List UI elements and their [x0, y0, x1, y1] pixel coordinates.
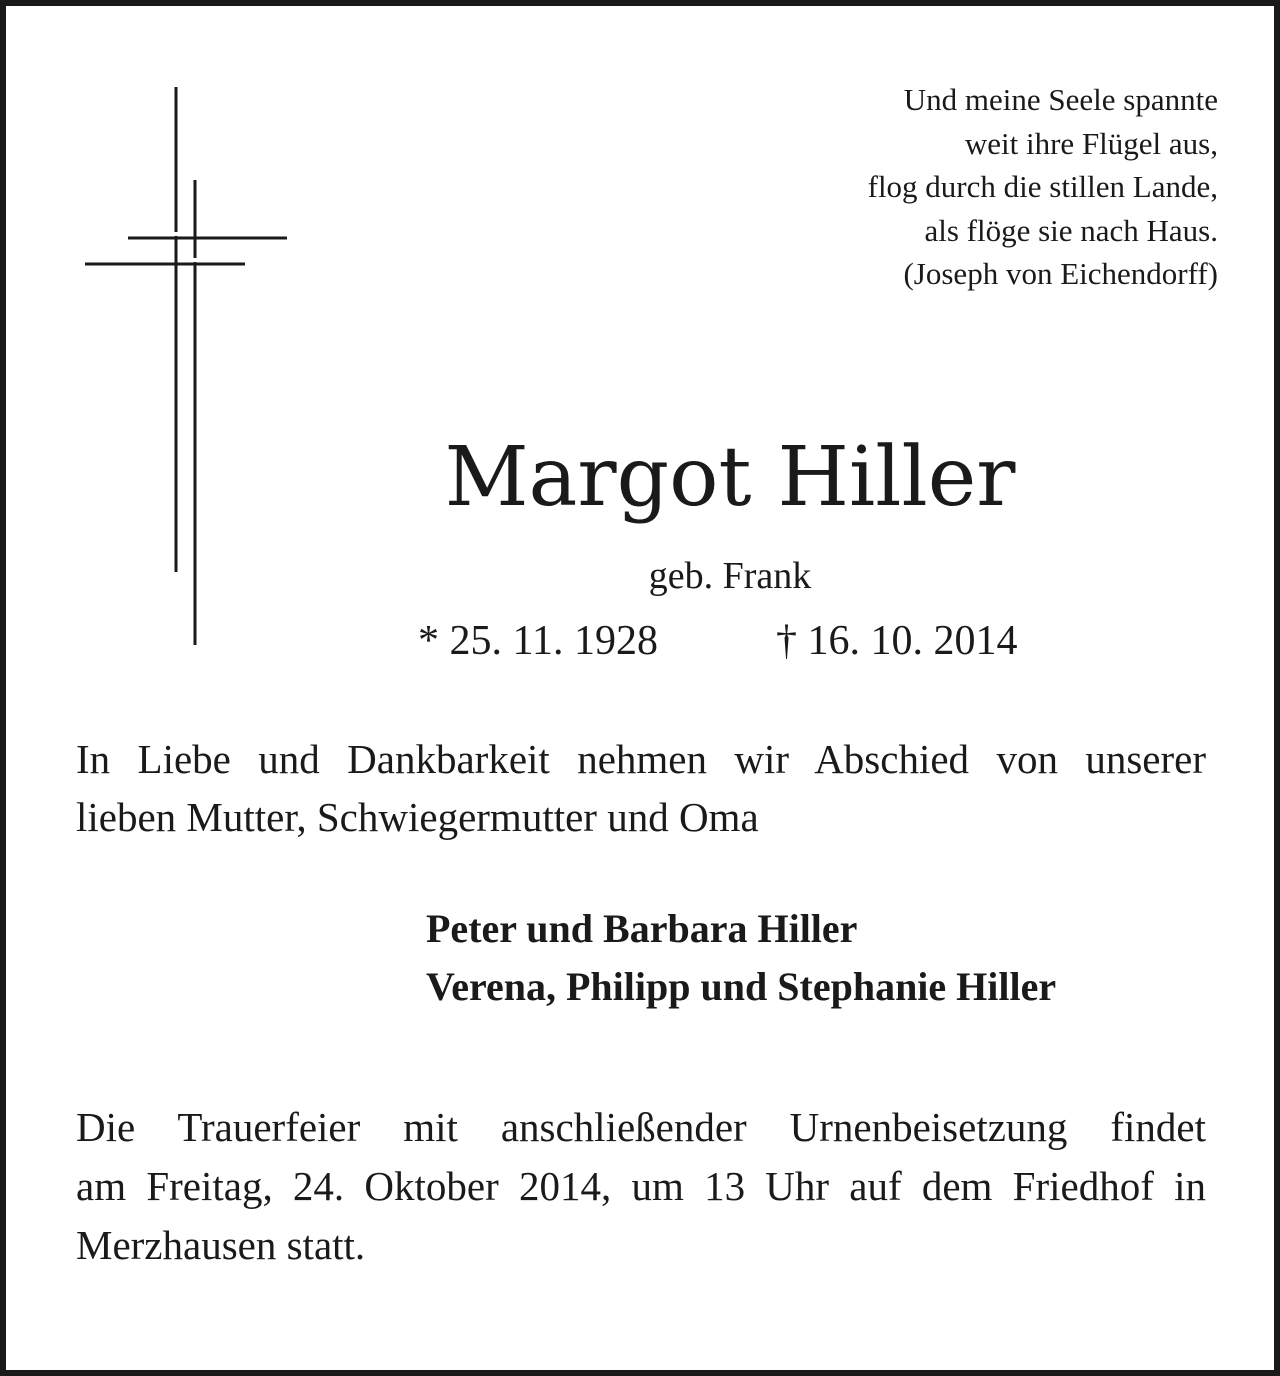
service-line: Merzhausen statt.: [76, 1222, 366, 1268]
mourners-list: [426, 900, 1056, 1016]
mourner-name: Peter und Barbara Hiller: [426, 906, 858, 951]
service-info: [76, 1098, 1206, 1275]
poem-quote: [618, 78, 1218, 296]
poem-line: flog durch die stillen Lande,: [867, 169, 1218, 204]
cross-icon: [80, 85, 295, 650]
farewell-text: [76, 730, 1206, 846]
death-date: † 16. 10. 2014: [776, 618, 1018, 664]
birth-date: * 25. 11. 1928: [418, 618, 658, 664]
mourner-name: Verena, Philipp und Stephanie Hiller: [426, 964, 1057, 1009]
service-line: am Freitag, 24. Oktober 2014, um 13 Uhr auf dem Friedhof in: [76, 1163, 1206, 1209]
poem-line: Und meine Seele spannte: [903, 82, 1218, 117]
birth-name: geb. Frank: [648, 555, 812, 597]
deceased-name: Margot Hiller: [444, 430, 1016, 525]
farewell-line: lieben Mutter, Schwiegermutter und Oma: [76, 794, 759, 840]
poem-attribution: (Joseph von Eichendorff): [903, 256, 1218, 291]
poem-line: als flöge sie nach Haus.: [924, 212, 1218, 248]
farewell-line: In Liebe und Dankbarkeit nehmen wir Abschied von unserer: [76, 736, 1206, 782]
service-line: Die Trauerfeier mit anschließender Urnenbeisetzung findet: [76, 1104, 1206, 1150]
poem-line: weit ihre Flügel aus,: [964, 125, 1218, 161]
